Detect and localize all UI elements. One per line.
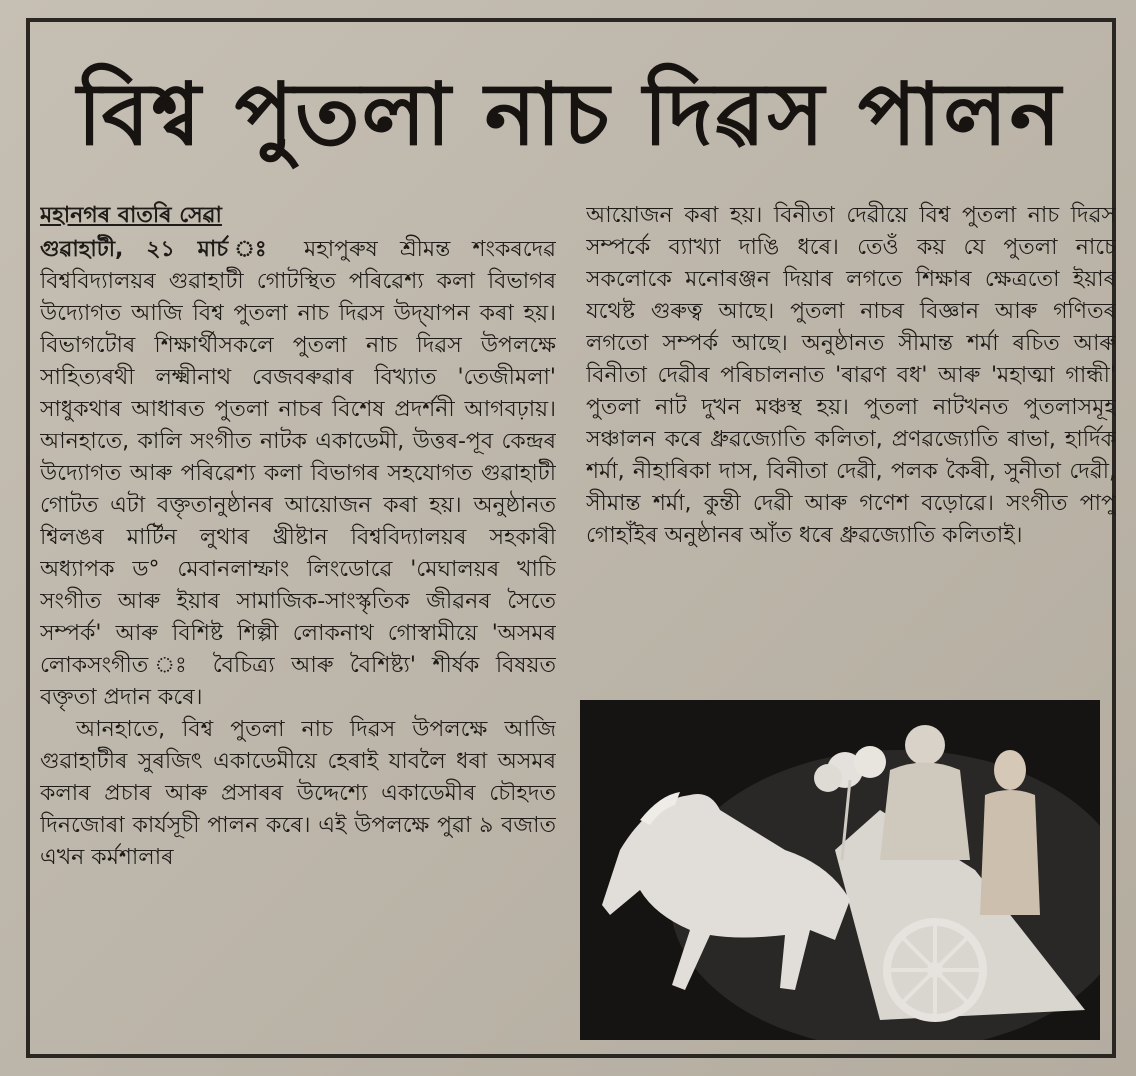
- puppet-chariot-illustration: [580, 700, 1100, 1040]
- puppet-show-photo: [580, 700, 1100, 1040]
- article-column-left: [40, 200, 556, 1040]
- canopy-flower: [814, 764, 842, 792]
- paragraph-2: আনহাতে, বিশ্ব পুতলা নাচ দিৱস উপলক্ষে আজি গুৱাহাটীৰ সুৰজিৎ একাডেমীয়ে হেৰাই যাবলৈ ধৰা অসমৰ কলাৰ প্ৰচাৰ আৰু প্ৰসাৰৰ উদ্দেশ্যে একাডেমীৰ চৌহদত দিনজোৰা কাৰ্যসূচী পালন কৰে। এই উপলক্ষে পুৱা ৯ বজাত এখন কৰ্মশালাৰ: [40, 717, 556, 870]
- paragraph-1-text: মহাপুৰুষ শ্ৰীমন্ত শংকৰদেৱ বিশ্ববিদ্যালয়ৰ গুৱাহাটী গোটস্থিত পৰিৱেশ্য কলা বিভাগৰ উদ্যোগত আজি বিশ্ব পুতলা নাচ দিৱস উদ্‌যাপন কৰা হয়। বিভাগটোৰ শিক্ষাৰ্থীসকলে পুতলা নাচ দিৱস উপলক্ষে সাহিত্যৰথী লক্ষ্মীনাথ বেজবৰুৱাৰ বিখ্যাত 'তেজীমলা' সাধুকথাৰ আধাৰত পুতলা নাচৰ বিশেষ প্ৰদৰ্শনী আগবঢ়ায়। আনহাতে, কালি সংগীত নাটক একাডেমী, উত্তৰ-পূব কেন্দ্ৰৰ উদ্যোগত আৰু পৰিৱেশ্য কলা বিভাগৰ সহযোগত গুৱাহাটী গোটত এটা বক্তৃতানুষ্ঠানৰ আয়োজন কৰা হয়। অনুষ্ঠানত শ্বিলঙৰ মাৰ্টিন লুথাৰ খ্ৰীষ্টান বিশ্ববিদ্যালয়ৰ সহকাৰী অধ্যাপক ড° মেবানলাম্ফাং লিংডোৱে 'মেঘালয়ৰ খাচি সংগীত আৰু ইয়াৰ সামাজিক-সাংস্কৃতিক জীৱনৰ সৈতে সম্পৰ্ক' আৰু বিশিষ্ট শিল্পী লোকনাথ গোস্বামীয়ে 'অসমৰ লোকসংগীত ঃ বৈচিত্ৰ্য আৰু বৈশিষ্ট্য' শীৰ্ষক বিষয়ত বক্তৃতা প্ৰদান কৰে।: [40, 237, 556, 710]
- paragraph-3: আয়োজন কৰা হয়। বিনীতা দেৱীয়ে বিশ্ব পুতলা নাচ দিৱস সম্পৰ্কে ব্যাখ্যা দাঙি ধৰে। তেওঁ কয় যে পুতলা নাচে সকলোকে মনোৰঞ্জন দিয়াৰ লগতে শিক্ষাৰ ক্ষেত্ৰতো ইয়াৰ যথেষ্ট গুৰুত্ব আছে। পুতলা নাচৰ বিজ্ঞান আৰু গণিতৰ লগতো সম্পৰ্ক আছে। অনুষ্ঠানত সীমান্ত শৰ্মা ৰচিত আৰু বিনীতা দেৱীৰ পৰিচালনাত 'ৰাৱণ বধ' আৰু 'মহাত্মা গান্ধী' পুতলা নাট দুখন মঞ্চস্থ হয়। পুতলা নাটখনত পুতলাসমূহ সঞ্চালন কৰে ধ্ৰুৱজ্যোতি কলিতা, প্ৰণৱজ্যোতি ৰাভা, হাৰ্দিক শৰ্মা, নীহাৰিকা দাস, বিনীতা দেৱী, পলক কৈৰী, সুনীতা দেৱী, সীমান্ত শৰ্মা, কুন্তী দেৱী আৰু গণেশ বড়োৱে। সংগীত পাপু গোহাঁইৰ অনুষ্ঠানৰ আঁত ধৰে ধ্ৰুৱজ্যোতি কলিতাই।: [586, 203, 1116, 548]
- headline: বিশ্ব পুতলা নাচ দিৱস পালন: [77, 65, 1063, 165]
- byline: মহানগৰ বাতৰি সেৱা: [40, 203, 222, 228]
- dateline: গুৱাহাটী, ২১ মাৰ্চ ঃ: [40, 237, 282, 262]
- article-column-right: [586, 200, 1116, 690]
- figure-puppet-head: [994, 750, 1026, 790]
- figure-puppet-body: [980, 790, 1040, 915]
- canopy-flower: [854, 746, 886, 778]
- paragraph-1: [40, 234, 556, 714]
- king-puppet-head: [905, 725, 945, 765]
- king-puppet-body: [880, 763, 970, 861]
